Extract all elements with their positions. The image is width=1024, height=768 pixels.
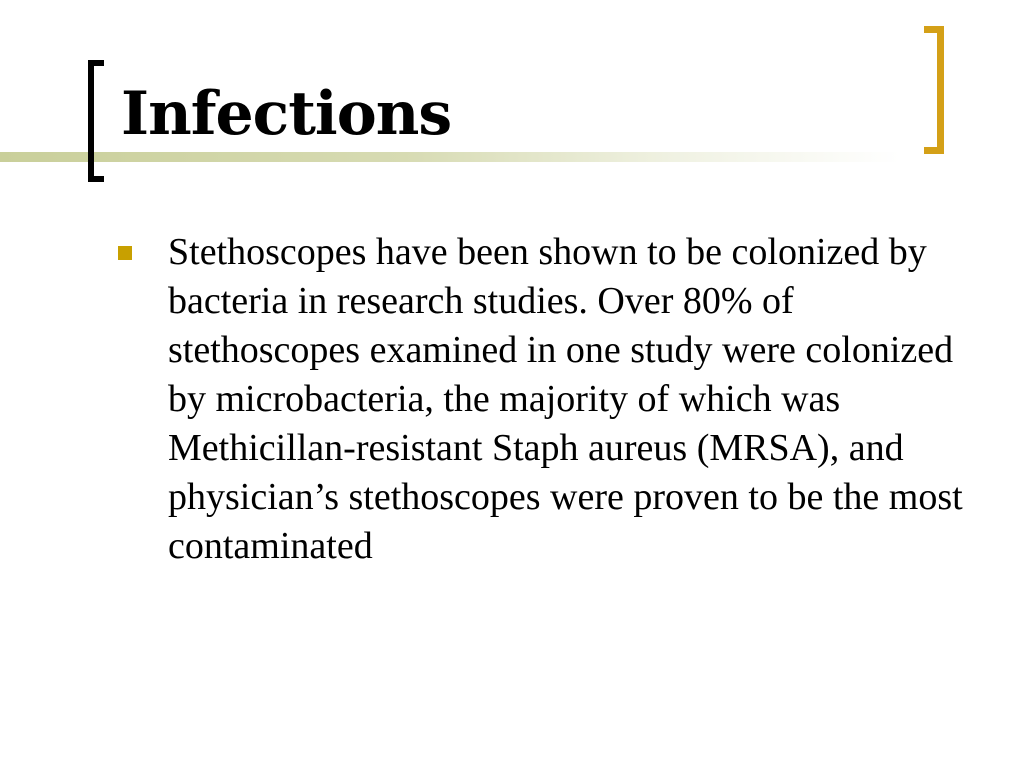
bullet-list bbox=[118, 228, 968, 571]
slide-title: Infections bbox=[121, 79, 452, 149]
square-bullet-icon bbox=[118, 246, 132, 260]
bullet-text: Stethoscopes have been shown to be colonized by bacteria in research studies. Over 80% of stethoscopes examined in one study were colonized by microbacteria, the majority of which was Methicillan-resistant Staph aureus (MRSA), and physician’s stethoscopes were proven to be the most contaminated bbox=[168, 231, 963, 567]
right-bracket-decoration bbox=[924, 26, 944, 154]
left-bracket-decoration bbox=[88, 60, 104, 182]
list-item bbox=[118, 228, 968, 571]
